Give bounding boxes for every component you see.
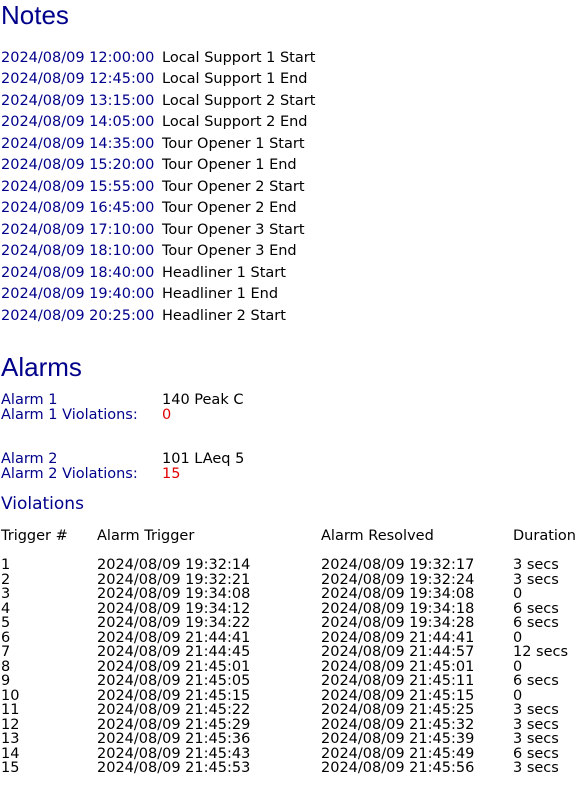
alarm-resolved-cell: 2024/08/09 21:45:56 [321,760,475,776]
trigger-number-cell: 1 [1,557,11,573]
trigger-number-cell: 5 [1,615,11,631]
column-header-alarm-resolved: Alarm Resolved [321,528,434,544]
alarm-resolved-cell: 2024/08/09 19:34:08 [321,586,475,602]
alarm-resolved-cell: 2024/08/09 19:34:18 [321,600,475,617]
note-text: Tour Opener 3 Start [162,221,305,238]
note-row [1,90,421,112]
alarm-resolved-cell: 2024/08/09 21:45:15 [321,687,475,704]
table-row [1,558,576,573]
alarm-resolved-cell: 2024/08/09 21:45:39 [321,731,475,747]
note-time: 2024/08/09 13:15:00 [1,92,155,109]
alarm-trigger-cell: 2024/08/09 19:32:14 [97,557,251,573]
note-time: 2024/08/09 20:25:00 [1,307,155,324]
note-time: 2024/08/09 12:00:00 [1,49,155,66]
duration-cell: 0 [513,629,523,646]
note-row [1,305,421,327]
alarm-trigger-cell: 2024/08/09 21:44:41 [97,629,251,646]
note-text: Tour Opener 2 End [162,200,297,217]
note-time: 2024/08/09 14:05:00 [1,114,155,131]
duration-cell: 3 secs [513,702,559,718]
note-time: 2024/08/09 12:45:00 [1,71,155,88]
alarm-trigger-cell: 2024/08/09 21:45:29 [97,716,251,733]
alarm-2-name: Alarm 2 [1,451,58,467]
note-row [1,198,421,220]
alarm-2-value: 101 LAeq 5 [162,451,245,467]
alarm-1-block [1,393,401,422]
alarm-resolved-cell: 2024/08/09 21:45:32 [321,716,475,733]
note-text: Tour Opener 2 Start [162,178,305,195]
alarm-resolved-cell: 2024/08/09 21:45:11 [321,673,475,689]
note-row [1,262,421,284]
trigger-number-cell: 6 [1,629,11,646]
duration-cell: 3 secs [513,760,559,776]
trigger-number-cell: 2 [1,571,11,588]
alarm-resolved-cell: 2024/08/09 19:34:28 [321,615,475,631]
duration-cell: 0 [513,687,523,704]
alarm-trigger-cell: 2024/08/09 21:45:43 [97,745,251,762]
alarm-1-violations-label: Alarm 1 Violations: [1,406,138,423]
notes-list [1,47,421,327]
note-row [1,241,421,263]
alarm-1-value: 140 Peak C [162,392,244,408]
alarms-heading: Alarms [1,352,82,382]
table-row [1,703,576,718]
violations-heading: Violations [1,494,84,514]
trigger-number-cell: 4 [1,600,11,617]
alarm-trigger-cell: 2024/08/09 21:44:45 [97,644,251,660]
note-time: 2024/08/09 14:35:00 [1,135,155,152]
table-row [1,587,576,602]
table-row [1,645,576,660]
table-row [1,732,576,747]
table-row [1,660,576,675]
trigger-number-cell: 15 [1,760,20,776]
alarm-trigger-cell: 2024/08/09 21:45:15 [97,687,251,704]
note-time: 2024/08/09 17:10:00 [1,221,155,238]
violations-table [1,558,576,776]
note-row [1,284,421,306]
note-text: Tour Opener 1 End [162,157,297,174]
alarm-trigger-cell: 2024/08/09 19:34:22 [97,615,251,631]
note-text: Local Support 1 End [162,71,308,88]
alarm-1-violations-count: 0 [162,406,172,423]
table-row [1,573,576,588]
alarm-resolved-cell: 2024/08/09 21:45:25 [321,702,475,718]
note-row [1,155,421,177]
note-text: Local Support 2 End [162,114,308,131]
table-row [1,689,576,704]
note-time: 2024/08/09 19:40:00 [1,286,155,303]
note-text: Headliner 1 Start [162,264,286,281]
alarm-trigger-cell: 2024/08/09 19:32:21 [97,571,251,588]
alarm-resolved-cell: 2024/08/09 19:32:17 [321,557,475,573]
duration-cell: 3 secs [513,557,559,573]
duration-cell: 6 secs [513,600,559,617]
note-text: Local Support 2 Start [162,92,316,109]
trigger-number-cell: 14 [1,745,20,762]
column-header-trigger-number: Trigger # [1,528,68,544]
duration-cell: 0 [513,586,523,602]
duration-cell: 6 secs [513,673,559,689]
duration-cell: 0 [513,658,523,675]
note-time: 2024/08/09 16:45:00 [1,200,155,217]
note-row [1,219,421,241]
note-time: 2024/08/09 15:55:00 [1,178,155,195]
alarm-resolved-cell: 2024/08/09 21:44:57 [321,644,475,660]
notes-heading: Notes [1,0,69,30]
table-row [1,631,576,646]
alarm-2-violations-count: 15 [162,465,181,482]
violations-table-header [1,526,576,546]
table-row [1,761,576,776]
trigger-number-cell: 12 [1,716,20,733]
column-header-alarm-trigger: Alarm Trigger [97,528,195,544]
column-header-duration: Duration [513,528,576,544]
alarm-resolved-cell: 2024/08/09 21:45:01 [321,658,475,675]
note-time: 2024/08/09 15:20:00 [1,157,155,174]
duration-cell: 12 secs [513,644,569,660]
note-row [1,176,421,198]
alarm-2-block [1,452,401,481]
trigger-number-cell: 3 [1,586,11,602]
alarm-resolved-cell: 2024/08/09 21:45:49 [321,745,475,762]
alarm-trigger-cell: 2024/08/09 19:34:08 [97,586,251,602]
alarm-resolved-cell: 2024/08/09 19:32:24 [321,571,475,588]
note-text: Local Support 1 Start [162,49,316,66]
alarm-2-violations-label: Alarm 2 Violations: [1,465,138,482]
trigger-number-cell: 10 [1,687,20,704]
alarm-trigger-cell: 2024/08/09 21:45:22 [97,702,251,718]
note-text: Tour Opener 1 Start [162,135,305,152]
note-row [1,133,421,155]
alarm-trigger-cell: 2024/08/09 19:34:12 [97,600,251,617]
duration-cell: 3 secs [513,731,559,747]
trigger-number-cell: 13 [1,731,20,747]
alarm-trigger-cell: 2024/08/09 21:45:36 [97,731,251,747]
alarm-resolved-cell: 2024/08/09 21:44:41 [321,629,475,646]
trigger-number-cell: 9 [1,673,11,689]
trigger-number-cell: 8 [1,658,11,675]
note-time: 2024/08/09 18:10:00 [1,243,155,260]
alarm-trigger-cell: 2024/08/09 21:45:01 [97,658,251,675]
table-row [1,747,576,762]
note-text: Headliner 1 End [162,286,279,303]
table-row [1,616,576,631]
alarm-1-name: Alarm 1 [1,392,58,408]
trigger-number-cell: 11 [1,702,20,718]
note-row [1,69,421,91]
note-text: Tour Opener 3 End [162,243,297,260]
alarm-trigger-cell: 2024/08/09 21:45:53 [97,760,251,776]
note-text: Headliner 2 Start [162,307,286,324]
note-time: 2024/08/09 18:40:00 [1,264,155,281]
duration-cell: 3 secs [513,716,559,733]
trigger-number-cell: 7 [1,644,11,660]
note-row [1,112,421,134]
duration-cell: 6 secs [513,745,559,762]
duration-cell: 6 secs [513,615,559,631]
duration-cell: 3 secs [513,571,559,588]
table-row [1,674,576,689]
note-row [1,47,421,69]
alarm-trigger-cell: 2024/08/09 21:45:05 [97,673,251,689]
table-row [1,602,576,617]
table-row [1,718,576,733]
